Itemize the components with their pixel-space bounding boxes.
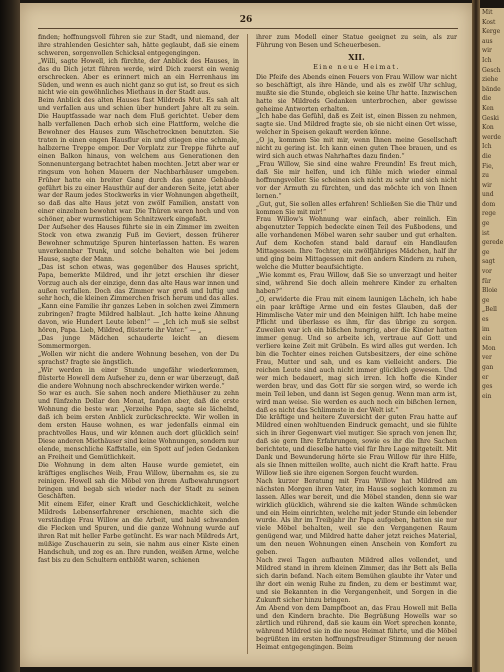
facing-page-fragment: wir <box>482 181 492 189</box>
facing-page-fragment: ziehe <box>482 76 499 84</box>
paragraph: „Kann eine Familie ihr ganzes Leben in solchen zwei Zimmern zubringen? fragte Mildred halblaut. „Ich hatte keine Ahnung davon, wie Hundert Leute leben!“ — „Ich ich muß sie selbst hören, Papa. Lieb, Mildred, flüsterte ihr Vater.“ — „ <box>38 303 239 335</box>
facing-page-fragment: ver <box>482 354 492 362</box>
facing-page-fragment: die <box>482 152 492 160</box>
paragraph: „Wie kommt es, Frau Willow, daß Sie so unverzagt und heiter sind, während Sie doch allein mehrere Kinder zu erhalten haben?“ <box>256 271 457 295</box>
facing-page-fragment: Kon <box>482 124 494 132</box>
facing-page-fragment: ges <box>482 383 493 391</box>
facing-page-fragment: Bloie <box>482 287 498 295</box>
paragraph: „Willi, sagte Howell, ich fürchte, der Anblick des Hauses, in das du Dich jetzt führen werde, wird Dich zuerst ein wenig erschrecken. Aber es erinnert mich an ein Herrenhaus im Süden, und wenn es auch nicht ganz so gut ist, so freut es sich nicht wie ein gewöhnliches Miethaus in der Stadt aus. <box>38 57 239 97</box>
facing-page-fragment: Ich <box>482 56 492 64</box>
facing-page-fragment: zu <box>482 172 490 180</box>
facing-page-edge <box>480 8 504 672</box>
book-page <box>20 3 472 667</box>
paragraph: „O ja, kommen Sie mit mir, wenn Ihnen meine Gesellschaft nicht zu gering ist. Ich kann einen guten Thee brauen, und es wird sich auch etwas Nahrhaftes dazu finden.“ <box>256 137 457 161</box>
facing-page-fragment: dom <box>482 200 496 208</box>
facing-page-fragment: wir <box>482 47 492 55</box>
facing-page-fragment: Kost <box>482 18 496 26</box>
facing-page-fragment: und <box>482 191 494 199</box>
paragraph: Mit einem Eifer, einer Kraft und Geschicklichkeit, welche Mildreds Lebenserfahrener erschienen, machte sich die verständige Frau Willow an die Arbeit, und bald schwanden die Flecken und Spuren, und die ganze Wohnung wurde auf ihren Rat mit heller Farbe getüncht. Es war nach Mildreds Art, müßige Zuschauerin zu sein, sie nahm aus einer Kiste einen Handschuh, und zog es an. Ihre runden, weißen Arme, welche fast bis zu den Schultern entblößt waren, schienen <box>38 501 239 564</box>
facing-page-fragment: im <box>482 325 490 333</box>
paragraph: Beim Anblick des alten Hauses fast Mildreds Mut. Es sah alt und verfallen aus und schien über hundert Jahre alt zu sein. Die Hauptfassade war nach dem Fluß gerichtet. Ueber dem halb verfallenen Dach erhob sich eine Plattform, welche die Bewohner des Hauses zum Wäschetrocknen benutzten. Sie traten in einen engen Hausflur ein und stiegen eine schmale, halbzerne Treppe empor. Der Vorplatz zur Treppe führte auf einen Balkon hinaus, von welchem aus Generationen den Sonnenuntergang betrachtet haben mochten. Jetzt aber war er ringsum von hohen Mauern der Nachbarhäuser umgeben. Früher hatte ein breiter Gang durch das ganze Gebäude geführt bis zu einer Hausthür auf der anderen Seite, jetzt aber war der Raum jedes Stockwerks in vier Wohnungen abgetheilt, so daß das alte Haus jetzt von zwölf Familien, anstatt von einer einzelnen bewohnt war. Die Thüren waren hoch und von schöner, aber wurmstichigem Schnitzwerk eingefaßt. <box>38 97 239 224</box>
facing-page-fragment: werde <box>482 133 501 141</box>
paragraph: So war es auch. Sie sahen noch andere Miethäuser zu zehn und fünfzehn Dollar den Monat, fanden aber, daß die erste Wohnung die beste war. „Verzeihe Papa, sagte sie lächelnd, daß ich beim ersten Anblick zurückschreckte. Wir wollen in dem ersten Hause wohnen, es war jedenfalls einmal ein prachtvolles Haus, und wir können auch dort glücklich sein! Diese anderen Miethäuser sind keine Wohnungen, sondern nur elende, menschliche Kaffstalle, ein Spott auf jeden Gedanken an Freiheit und Gemütlichkeit. <box>38 390 239 461</box>
facing-page-fragment: „Bell <box>482 306 497 314</box>
facing-page-fragment: Ken <box>482 104 494 112</box>
facing-page-fragment: sagt <box>482 258 495 266</box>
facing-page-fragment: rege <box>482 210 496 218</box>
header-rule <box>38 28 458 29</box>
facing-page-fragment: ge <box>482 296 490 304</box>
facing-page-fragment: Mon <box>482 344 496 352</box>
facing-page-fragment: ge <box>482 248 490 256</box>
facing-page-fragment: ist <box>482 229 490 237</box>
paragraph: Am Abend von dem Dampfboot an, das Frau Howell mit Bella und den Kindern brachte. Die Begrüßung Howells war so zärtlich und rührend, daß sie kaum ein Wort sprechen konnte, während Mildred sie in die neue Heimat führte, und die Möbel begrüßten im ersten hoffnungsfreudiger Stimmung der neuen Heimat entgegengingen. Beim <box>256 604 457 652</box>
paragraph: „Wollen wir nicht die andere Wohnung besehen, von der Du sprachst? fragte sie ängstlich. <box>38 350 239 366</box>
paragraph: Nach zwei Tagen aufbauten Mildred alles vollendet, und Mildred stand in ihrem kleinen Zimmer, das ihr Bett als Bella sich darin befand. Nach eitem Bemühen glaubte ihr Vater und ihr dort ein wenig Ruhe zu finden, zu dem er bestimmt war, und sie Bekannten in die Vergangenheit, und Sorgen in die Zukunft sicher hinzu bringen. <box>256 557 457 604</box>
facing-page-fragment: die <box>482 95 492 103</box>
paragraph: „Wir werden in einer Stunde ungefähr wiederkommen, flüsterte Howell dem Aufseher zu, denn er war überzeugt, daß die andere Wohnung noch abschreckender wirken werde.“ <box>38 366 239 390</box>
right-column <box>256 34 457 652</box>
facing-page-fragment: für <box>482 277 491 285</box>
paragraph: Die kräftige und heitere Zuversicht der guten Frau hatte auf Mildred einen wohltuenden Eindruck gemacht, und sie fühlte sich in ihrer Gegenwart viel mutiger. Sie sprach von jenen Ihr, daß sie gern Ihre Erfahrungen, sowie es ihr die Ihre Sachen berichtete, und dieselbe hatte viel für Ihre Lage mitgeteilt. Mit Dank und Bewunderung hörte sie Frau Willow für ihre Hilfe, als sie Ihnen mitteilen wollte, auch nicht die Kraft hatte. Frau Willow ließ sie ihre eigenen Sorgen feucht wurden. <box>256 414 457 477</box>
facing-page-fragment: Gesch <box>482 66 501 74</box>
paragraph: „Das ist schon etwas, was gegenüber des Hauses spricht, Papa, bemerkte Mildred, und ihr jetzt erschien ihr dieser Vorzug auch als der einzige, denn das alte Haus war innen und außen verfallen. Doch das Zimmer war groß und luftig und sehr hoch, die kleinen Zimmerchen frisch herum und das alles. <box>38 263 239 303</box>
facing-page-fragment: ein <box>482 335 492 343</box>
facing-page-fragment: gerede <box>482 239 504 247</box>
paragraph: Frau Willow's Wohnung war einfach, aber reinlich. Ein abgenutzter Teppich bedeckte einen Teil des Fußbodens, und alle vorhandenen Möbel waren sehr sauber und gut erhalten. Auf dem Kochofen stand bald darauf ein Handlaufen Mittagessen. Ihre Tochter, ein zwölfjähriges Mädchen, half ihr und ging beim Mittagessen mit den andern Kindern zu ruhen, welche die Mutter beaufsichtigte. <box>256 216 457 271</box>
facing-page-fragment: gan <box>482 363 494 371</box>
facing-page-fragment: vor <box>482 268 492 276</box>
chapter-title: Eine neue Heimat. <box>313 62 400 71</box>
paragraph: „Gut, gut, Sie sollen alles erfahren! Schließen Sie die Thür und kommen Sie mit mir!“ <box>256 200 457 216</box>
left-column <box>38 34 239 565</box>
facing-page-fragment: Mit <box>482 9 493 16</box>
facing-page-fragment: aus <box>482 37 493 45</box>
facing-page-fragment: er <box>482 373 489 381</box>
facing-page-fragment: es <box>482 316 489 323</box>
facing-page-fragment: ge <box>482 220 490 228</box>
column-divider <box>247 34 248 654</box>
facing-page-fragment: Ich <box>482 143 492 151</box>
facing-page-fragment: Kerge <box>482 28 501 36</box>
paragraph: Die Pfeife des Abends einen Feuers von Frau Willow war nicht so beschäftigt, als ihre Hände, und als es zwölf Uhr schlug, mußte sie die Stunde, obgleich sie keine Uhr hatte. Inzwischen hatte sie Mildreds Gedanken unterbrochen, aber gewisse geheime Antworten erhalten. <box>256 73 457 113</box>
paragraph: „Das junge Mädchen schauderte leicht an diesem Sommermorgen. <box>38 335 239 350</box>
facing-page-fragment: Geski <box>482 114 499 122</box>
paragraph: Der Aufseher des Hauses führte sie in ein Zimmer im zweiten Stock von etwa zwanzig Fuß im Geviert, dessen früherer Bewohner schmutzige Spuren hinterlassen hatten. Es waren unverkennbar Trunk, und solche behalten wie bei jedem Hause, sagte der Mann. <box>38 224 239 263</box>
facing-page-fragment: ein <box>482 392 492 400</box>
paragraph: „Ich habe das Gefühl, daß es Zeit ist, einen Bissen zu nehmen, sagte sie. Und Mildred fragte sie, ob sie nicht einen Ort wisse, welcher in Speisen gekauft werden könne. <box>256 113 457 137</box>
facing-page-fragment: bände <box>482 85 501 93</box>
paragraph: Die Wohnung in dem alten Hause wurde gemietet, ein kräftiges englisches Weib, Frau Willow, übernahm es, sie zu reinigen. Howell sah die Möbel von ihrem Aufbewahrungsort bringen und begab sich wieder nach der Stadt zu seinen Geschäften. <box>38 461 239 501</box>
paragraph: „O, erwiderte die Frau mit einem launigen Lächeln, ich habe ein paar kräftige Arme und ein festes Glauben, daß der Himmlische Vater mir und den Meinigen hilft. Ich habe meine Pflicht und überlasse es ihm, für das übrige zu sorgen. Zuweilen war ich ein bißchen hungrig, aber die Kinder hatten immer genug. Und so arbeite ich, vertraue auf Gott und verliere keine Zeit mit Grübeln. Es wird alles gut werden. Ich bin die Tochter eines reichen Gutsbesitzers, der eine schöne Frau, Mutter und sah, und es kam vielleicht anders. Die reichen Leute sind auch nicht immer glücklich gewesen. Und wer mich bedauert, mag sich irren. Ich hoffe die Kinder werden brav, und das Gott für sie sorgen wird, so werde ich mein Teil leben, und dann ist Segen genug. Wenn man arm ist, wird man weise. Sie werden es auch noch ein bißchen lernen, daß es nicht das Schlimmste in der Welt ist.“ <box>256 295 457 414</box>
paragraph: ihrer zum Modell einer Statue geeignet zu sein, als zur Führung von Besen und Scheuerbesen. <box>256 34 457 49</box>
page-number: 26 <box>239 15 253 25</box>
book-binding-edge <box>0 0 20 672</box>
paragraph: finden; hoffnungsvoll führen sie zur Stadt, und niemand, der ihre strahlenden Gesichter sah, hätte geglaubt, daß sie einem schweren, sorgenvollen Schicksal entgegengingen. <box>38 34 239 57</box>
facing-page-fragment: Fie, <box>482 162 494 170</box>
paragraph: Nach kurzer Beratung mit Frau Willow hat Mildred am nächsten Morgen ihren Vater, im Hause sogleich kommen zu lassen. Alles war bereit, und die Möbel standen, denn sie war wirklich glücklich, während sie die kalten Wände schmücken und ein Heim einrichten, welche mit jeder Stunde ein lebender wurde. Als ihr im Treibjahr ihr Papa aufgeben, hatten sie nur viele Möbel behalten, weil sie den Vergangenen Raum genügend war, und Mildred hatte daher jetzt reiches Material, um den neuen Wohnungen einen Anschein von Komfort zu geben. <box>256 477 457 557</box>
paragraph: „Frau Willow, Sie sind eine wahre Freundin! Es freut mich, daß Sie mir helfen, und ich fühle mich wieder einmal hoffnungsvoller. Sie scheinen sich nicht zu sehr und sich nicht vor der Armuth zu fürchten, und das möchte ich von Ihnen lernen.“ <box>256 160 457 200</box>
book-gutter <box>472 0 480 672</box>
chapter-number: XII. <box>348 51 365 62</box>
